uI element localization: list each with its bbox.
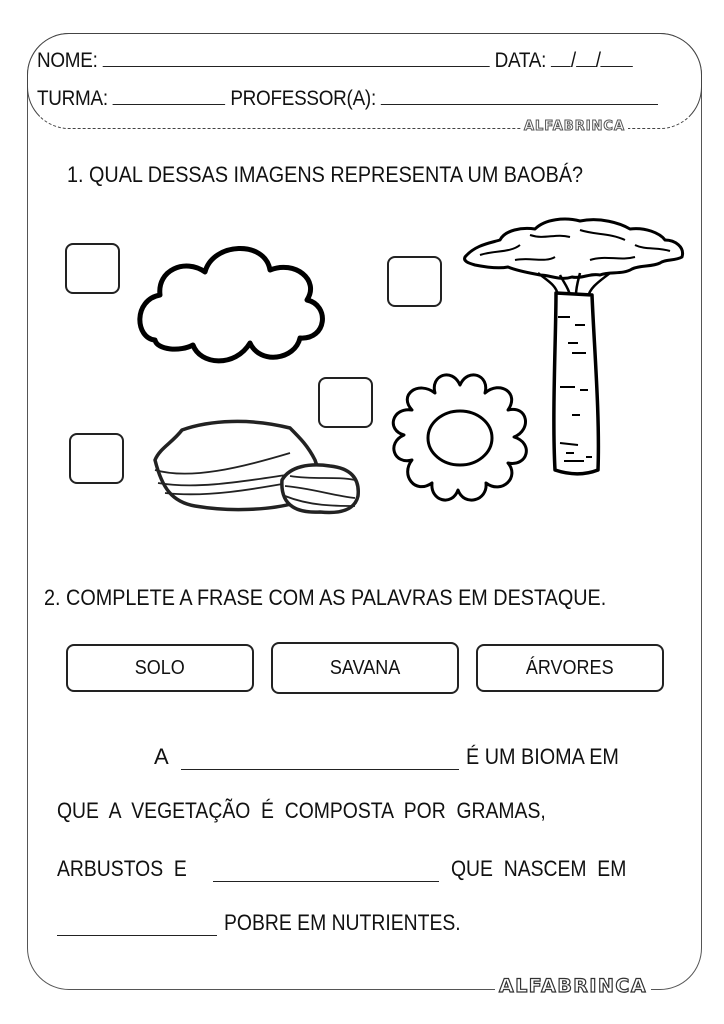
blank-3-field[interactable] xyxy=(57,934,217,936)
cloud-icon xyxy=(135,240,330,370)
sentence-line3-start: ARBUSTOS E xyxy=(57,856,187,881)
name-row xyxy=(37,48,633,73)
word-box-solo xyxy=(66,644,254,692)
rocks-icon xyxy=(150,418,365,518)
checkbox-baobab[interactable] xyxy=(387,256,442,307)
date-separator: / xyxy=(595,49,601,72)
name-label: NOME: xyxy=(37,49,98,72)
class-label: TURMA: xyxy=(37,87,108,110)
class-field[interactable] xyxy=(113,86,226,105)
date-separator: / xyxy=(570,49,576,72)
date-year-field[interactable] xyxy=(601,48,633,67)
sentence-line4-end: POBRE EM NUTRIENTES. xyxy=(224,910,461,935)
word-label: ÁRVORES xyxy=(526,656,614,679)
sentence-line3-end: QUE NASCEM EM xyxy=(451,856,627,881)
brand-logo-bottom: ALFABRINCA xyxy=(495,975,651,997)
question-2-text: 2. COMPLETE A FRASE COM AS PALAVRAS EM DESTAQUE. xyxy=(44,585,607,610)
word-label: SAVANA xyxy=(329,656,401,679)
question-1-text: 1. QUAL DESSAS IMAGENS REPRESENTA UM BAOBÁ? xyxy=(67,162,584,187)
date-label: DATA: xyxy=(494,49,547,72)
sentence-line1-end: É UM BIOMA EM xyxy=(466,744,619,769)
word-box-arvores xyxy=(476,644,664,692)
teacher-label: PROFESSOR(A): xyxy=(230,87,376,110)
brand-logo-top: ALFABRINCA xyxy=(521,119,628,134)
flower-icon xyxy=(390,375,530,505)
checkbox-cloud[interactable] xyxy=(65,243,120,294)
date-month-field[interactable] xyxy=(576,48,596,67)
class-teacher-row xyxy=(37,86,658,111)
date-day-field[interactable] xyxy=(551,48,571,67)
word-label: SOLO xyxy=(134,656,186,679)
sentence-line2: QUE A VEGETAÇÃO É COMPOSTA POR GRAMAS, xyxy=(57,798,546,823)
word-box-savana xyxy=(271,642,459,694)
sentence-line1-start: A xyxy=(154,744,169,769)
name-field[interactable] xyxy=(103,48,490,67)
blank-2-field[interactable] xyxy=(213,880,439,882)
checkbox-rocks[interactable] xyxy=(69,433,124,484)
teacher-field[interactable] xyxy=(381,86,658,105)
blank-1-field[interactable] xyxy=(181,768,459,770)
